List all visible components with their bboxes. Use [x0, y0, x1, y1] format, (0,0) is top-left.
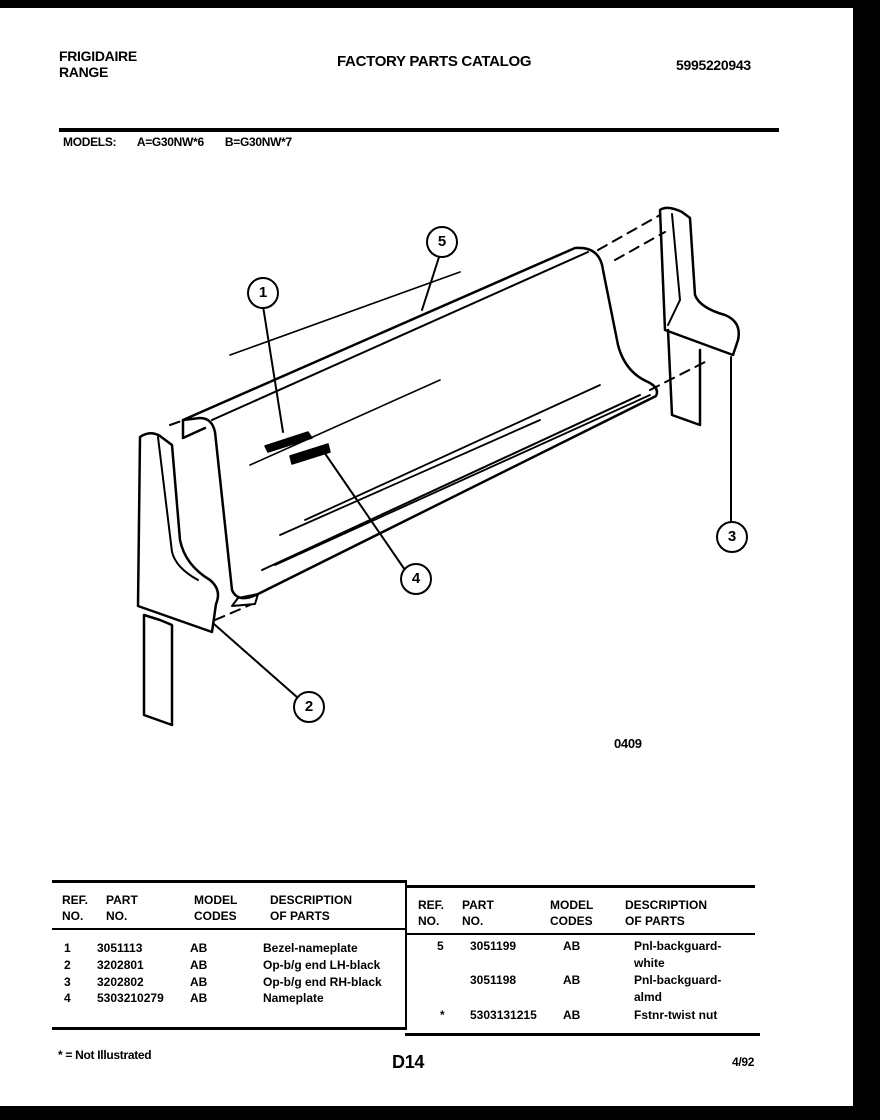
- callout-3: 3: [716, 521, 748, 553]
- page-number: D14: [392, 1052, 425, 1072]
- col-desc-header-right: DESCRIPTION OF PARTS: [625, 898, 708, 928]
- col-part-header-right: PART NO.: [462, 898, 494, 928]
- model-b: B=G30NW*7: [224, 135, 292, 149]
- col-part-header: PART NO.: [106, 893, 138, 923]
- models-label: MODELS:: [63, 135, 117, 149]
- table-bottom-rule-left: [52, 1027, 407, 1030]
- header-rule-right: [405, 933, 755, 935]
- page-title: FACTORY PARTS CATALOG: [337, 53, 532, 70]
- table-top-rule-right: [405, 885, 755, 888]
- callout-5: 5: [426, 226, 458, 258]
- table-divider: [405, 880, 407, 1030]
- figure-number: 0409: [614, 736, 642, 751]
- col-ref-header-right: REF. NO.: [418, 898, 445, 928]
- left-end-cap: [138, 433, 218, 632]
- product-type: RANGE: [59, 64, 109, 80]
- right-end-cap: [660, 208, 739, 355]
- brand-name: FRIGIDAIRE: [59, 48, 137, 64]
- callout-2: 2: [293, 691, 325, 723]
- col-ref-header: REF. NO.: [62, 893, 89, 923]
- model-a: A=G30NW*6: [136, 135, 204, 149]
- col-desc-header: DESCRIPTION OF PARTS: [270, 893, 353, 923]
- revision-date: 4/92: [732, 1055, 755, 1069]
- callout-1: 1: [247, 277, 279, 309]
- left-bracket: [144, 615, 172, 725]
- col-model-header-right: MODEL CODES: [550, 898, 594, 928]
- table-bottom-rule-right: [405, 1033, 760, 1036]
- nameplate: [290, 444, 330, 464]
- callout-4: 4: [400, 563, 432, 595]
- bezel-nameplate: [265, 432, 312, 452]
- header-rule-left: [52, 928, 407, 930]
- table-top-rule-left: [52, 880, 407, 883]
- col-model-header: MODEL CODES: [194, 893, 238, 923]
- catalog-number: 5995220943: [676, 57, 751, 73]
- not-illustrated-note: * = Not Illustrated: [58, 1048, 152, 1062]
